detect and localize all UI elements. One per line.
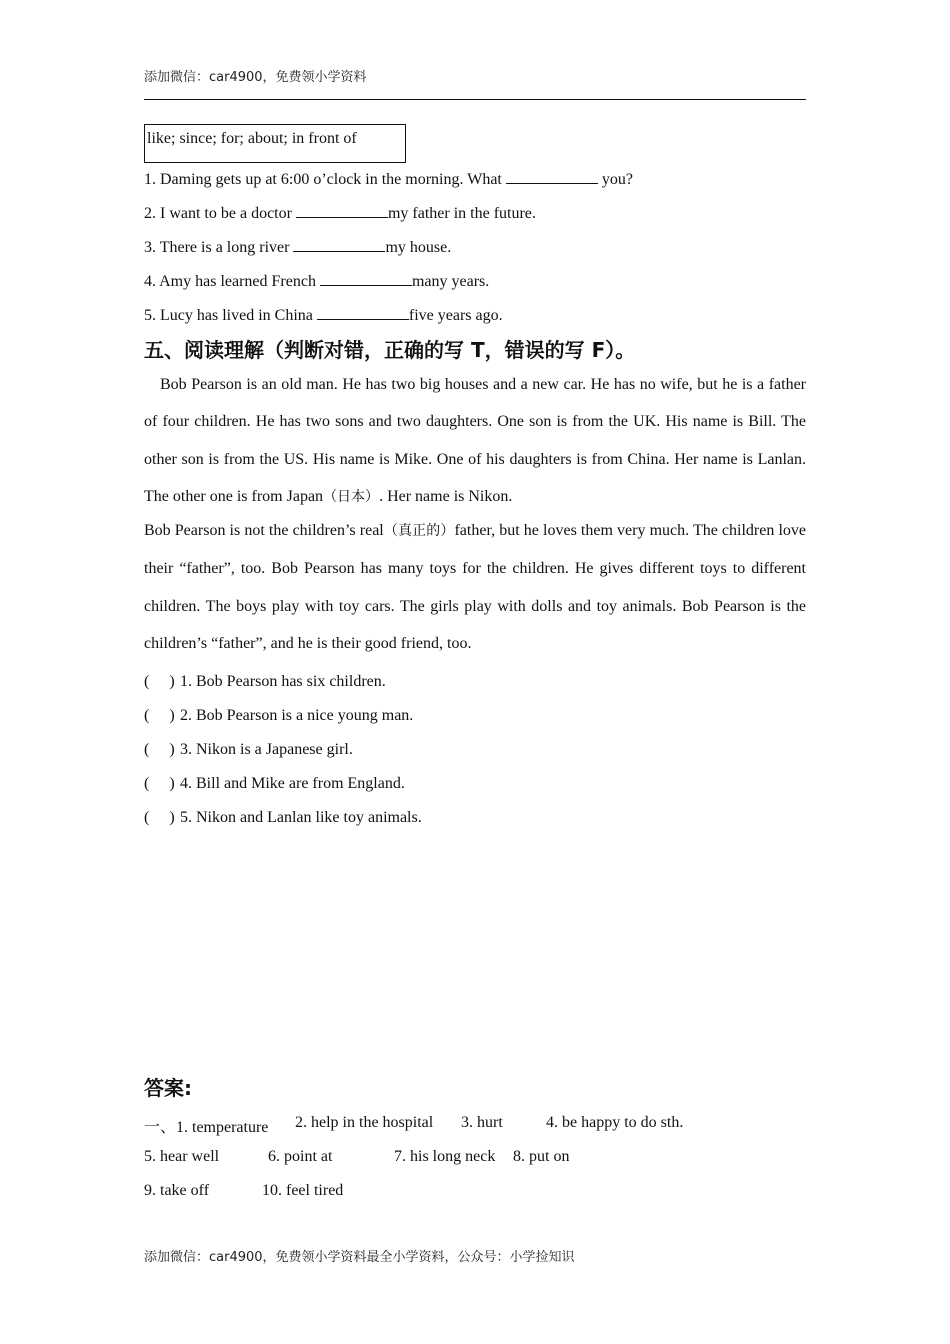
answer-blank[interactable]	[320, 270, 412, 286]
true-false-statement: 3. Nikon is a Japanese girl.	[180, 741, 353, 758]
answer-entry: 6. point at	[268, 1148, 333, 1165]
answer-paren[interactable]: ( )	[144, 775, 175, 792]
header-note: 添加微信：car4900，免费领小学资料	[144, 70, 367, 85]
true-false-statement: 4. Bill and Mike are from England.	[180, 775, 405, 792]
fill-blank-text-before: 3. There is a long river	[144, 239, 294, 256]
answer-paren[interactable]: ( )	[144, 809, 175, 826]
section-title-reading: 五、阅读理解（判断对错，正确的写 T，错误的写 F）。	[144, 338, 636, 362]
answers-row	[144, 1148, 806, 1168]
true-false-item	[144, 702, 413, 725]
fill-blank-item	[144, 270, 489, 292]
answer-entry: 10. feel tired	[262, 1182, 344, 1199]
answer-paren[interactable]: ( )	[144, 673, 175, 690]
fill-blank-text-after: my house.	[385, 239, 452, 256]
answer-entry: 9. take off	[144, 1182, 210, 1199]
fill-blank-item	[144, 168, 633, 190]
fill-blank-text-after: many years.	[411, 273, 490, 290]
true-false-statement: 2. Bob Pearson is a nice young man.	[180, 707, 414, 724]
true-false-item	[144, 736, 353, 759]
header-divider	[144, 99, 806, 100]
fill-blank-item	[144, 202, 536, 224]
answer-entry: 2. help in the hospital	[295, 1114, 434, 1131]
answer-entry: 一、1. temperature	[144, 1119, 269, 1136]
answer-blank[interactable]	[293, 236, 385, 252]
answer-blank[interactable]	[317, 304, 409, 320]
true-false-item	[144, 770, 405, 793]
answer-blank[interactable]	[506, 168, 598, 184]
fill-blank-text-after: you?	[597, 171, 633, 188]
answer-entry: 5. hear well	[144, 1148, 220, 1165]
reading-paragraph-2	[144, 512, 806, 662]
answer-entry: 7. his long neck	[394, 1148, 496, 1165]
word-bank-box: like; since; for; about; in front of	[144, 124, 406, 163]
answer-blank[interactable]	[296, 202, 388, 218]
answers-title: 答案:	[144, 1076, 192, 1100]
paragraph-gloss: （真正的）	[383, 523, 455, 539]
true-false-statement: 1. Bob Pearson has six children.	[180, 673, 386, 690]
answer-paren[interactable]: ( )	[144, 707, 175, 724]
answers-row	[144, 1114, 806, 1134]
paragraph-gloss: （日本）	[323, 488, 380, 505]
footer-note: 添加微信：car4900，免费领小学资料最全小学资料，公众号：小学捡知识	[144, 1250, 575, 1265]
paragraph-text: father, but he loves them very much. The children love their “father”, too. Bob Pearson has many toys for the children. He gives different toys to different children. The boys play with toy cars. The girls play with dolls and toy animals. Bob Pearson is the children’s “father”, and he is their good friend, too.	[144, 522, 807, 652]
fill-blank-item	[144, 236, 451, 258]
true-false-statement: 5. Nikon and Lanlan like toy animals.	[180, 809, 422, 826]
answer-paren[interactable]: ( )	[144, 741, 175, 758]
reading-paragraph-1	[144, 366, 806, 516]
true-false-item	[144, 804, 422, 827]
true-false-item	[144, 668, 386, 691]
fill-blank-text-before: 1. Daming gets up at 6:00 o’clock in the morning. What	[144, 171, 506, 188]
paragraph-text: Bob Pearson is not the children’s real	[144, 522, 384, 539]
fill-blank-text-after: five years ago.	[408, 307, 503, 324]
fill-blank-text-after: my father in the future.	[387, 205, 536, 222]
answers-row	[144, 1182, 806, 1202]
paragraph-text: Bob Pearson is an old man. He has two big houses and a new car. He has no wife, but he is a father of four children. He has two sons and two daughters. One son is from the UK. His name is Bill. The other son is from the US. His name is Mike. One of his daughters is from China. Her name is Lanlan. The other one is from Japan	[144, 376, 806, 505]
answer-entry: 4. be happy to do sth.	[546, 1114, 684, 1131]
fill-blank-text-before: 2. I want to be a doctor	[144, 205, 296, 222]
answer-entry: 8. put on	[513, 1148, 570, 1165]
answer-entry: 3. hurt	[461, 1114, 503, 1131]
fill-blank-item	[144, 304, 503, 326]
fill-blank-text-before: 4. Amy has learned French	[144, 273, 320, 290]
paragraph-text: . Her name is Nikon.	[379, 487, 513, 505]
fill-blank-text-before: 5. Lucy has lived in China	[144, 307, 317, 324]
